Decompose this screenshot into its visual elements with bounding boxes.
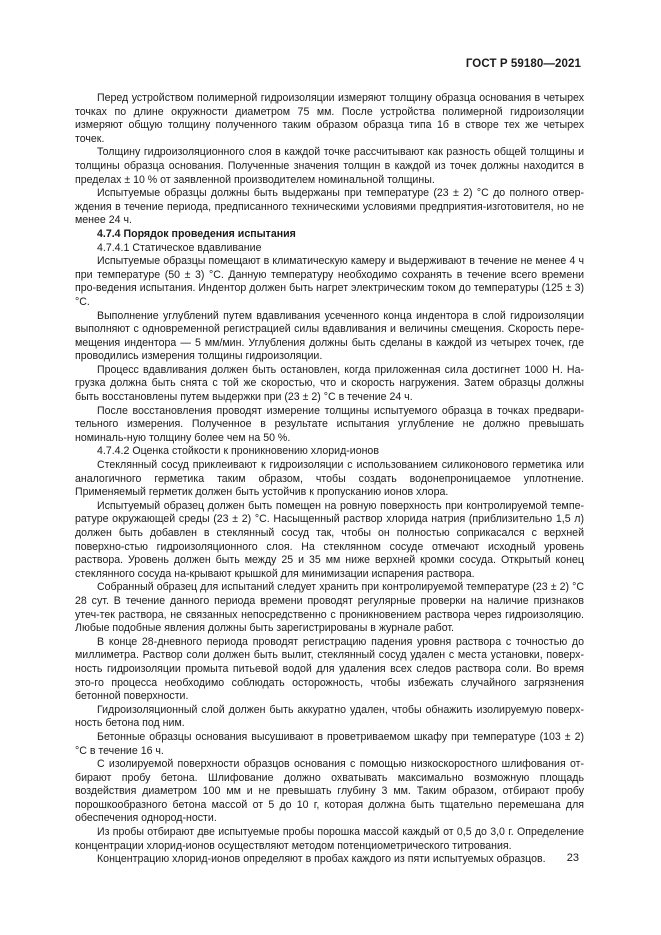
- paragraph: Испытуемые образцы должны быть выдержаны при температуре (23 ± 2) °С до полного отвер-ждения в течение периода, предписанного техническими условиями предприятия-изготовителя, но не менее 24 ч.: [75, 187, 584, 227]
- paragraph: В конце 28-дневного периода проводят регистрацию падения уровня раствора с точностью до миллиметра. Раствор соли должен быть вылит, стеклянный сосуд удален с места установки, поверх-ность гидроизоляции промыта питьевой водой для удаления всех следов раствора соли. Во время это-го процесса необходимо соблюдать осторожность, чтобы избежать случайного загрязнения бетонной поверхности.: [75, 635, 584, 703]
- document-body: [75, 92, 584, 867]
- paragraph: Гидроизоляционный слой должен быть аккуратно удален, чтобы обнажить изолируемую поверх-ность бетона под ним.: [75, 703, 584, 730]
- paragraph: После восстановления проводят измерение толщины испытуемого образца в точках предвари-тельного измерения. Полученное в результате испытания углубление не должно превышать номиналь-ную толщину более чем на 50 %.: [75, 404, 584, 444]
- subsection-heading: 4.7.4.2 Оценка стойкости к проникновению хлорид-ионов: [97, 445, 379, 458]
- paragraph: Перед устройством полимерной гидроизоляции измеряют толщину образца основания в четырех точках по длине окружности диаметром 75 мм. После устройства полимерной гидроизоляции измеряют общую толщину полученного таким образом образца типа 1б в створе тех же четырех точек.: [75, 92, 584, 145]
- paragraph: Из пробы отбирают две испытуемые пробы порошка массой каждый от 0,5 до 3,0 г. Определение концентрации хлорид-ионов осуществляют методом потенциометрического титрования.: [75, 826, 584, 852]
- page-number: 23: [566, 852, 579, 864]
- paragraph: Толщину гидроизоляционного слоя в каждой точке рассчитывают как разность общей толщины и толщины образца основания. Полученные значения толщин в каждой из точек должны находится в пределах ± 10 % от заявленной производителем номинальной толщины.: [75, 146, 584, 186]
- paragraph: Испытуемые образцы помещают в климатическую камеру и выдерживают в течение не менее 4 ч при температуре (50 ± 3) °С. Данную температуру необходимо сохранять в течение всего времени про-ведения испытания. Индентор должен быть нагрет электрическим током до температуры (125 ± 3) °С.: [75, 255, 584, 308]
- subsection-heading: 4.7.4.1 Статическое вдавливание: [97, 241, 262, 254]
- paragraph: Испытуемый образец должен быть помещен на ровную поверхность при контролируемой темпе-ратуре окружающей среды (23 ± 2) °С. Насыщенный раствор хлорида натрия (приблизительно 1,5 л) должен быть добавлен в стеклянный сосуд так, чтобы он полностью соприкасался с верхней поверхно-стью гидроизоляционного слоя. На стеклянном сосуде отмечают исходный уровень раствора. Уровень должен быть между 25 и 35 мм ниже верхней кромки сосуда. Открытый конец стеклянного сосуда на-крывают крышкой для минимизации испарения раствора.: [75, 499, 584, 580]
- section-heading: 4.7.4 Порядок проведения испытания: [97, 227, 296, 240]
- paragraph: Собранный образец для испытаний следует хранить при контролируемой температуре (23 ± 2) °С 28 сут. В течение данного периода времени проводят регулярные проверки на наличие признаков утеч-тек раствора, не связанных непосредственно с проникновением раствора через гидроизоляцию. Любые подобные явления должны быть зарегистрированы в журнале работ.: [75, 581, 584, 635]
- paragraph: С изолируемой поверхности образцов основания с помощью низкоскоростного шлифования от-бирают пробу бетона. Шлифование должно охватывать максимально возможную площадь воздействия диаметром 100 мм и не превышать глубину 3 мм. Таким образом, отбирают пробу порошкообразного бетона массой от 5 до 10 г, которая должна быть тщательно перемешана для обеспечения однород-ности.: [75, 758, 584, 825]
- document-code-header: ГОСТ Р 59180—2021: [465, 58, 581, 70]
- paragraph: Бетонные образцы основания высушивают в проветриваемом шкафу при температуре (103 ± 2) °С в течение 16 ч.: [75, 730, 584, 757]
- paragraph: Процесс вдавливания должен быть остановлен, когда приложенная сила достигнет 1000 Н. На-грузка должна быть снята с той же скоростью, что и скорость нагружения. Затем образцы должны быть восстановлены путем выдержки при (23 ± 2) °С в течение 24 ч.: [75, 363, 584, 404]
- paragraph: Выполнение углублений путем вдавливания усеченного конца индентора в слой гидроизоляции выполняют с одновременной регистрацией силы вдавливания и величины смещения. Скорость пере-мещения индентора — 5 мм/мин. Углубления должны быть сделаны в каждой из четырех точек, где проводились измерения толщины гидроизоляции.: [75, 309, 584, 363]
- paragraph: Стеклянный сосуд приклеивают к гидроизоляции с использованием силиконового герметика или аналогичного герметика таким образом, чтобы создать водонепроницаемое уплотнение. Применяемый герметик должен быть устойчив к пропусканию ионов хлора.: [75, 459, 584, 499]
- paragraph: Концентрацию хлорид-ионов определяют в пробах каждого из пяти испытуемых образцов.: [97, 853, 546, 866]
